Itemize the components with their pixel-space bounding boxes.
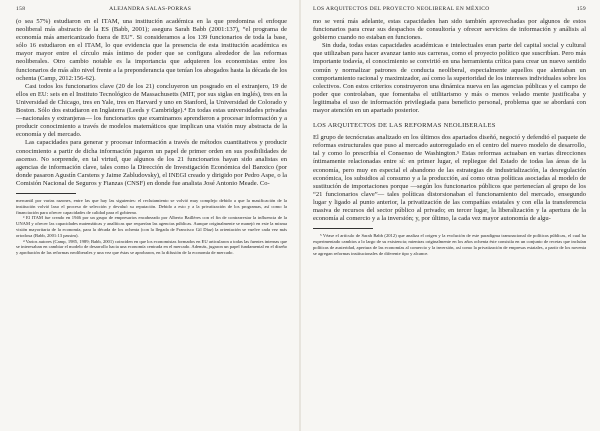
page-number-left: 158 — [16, 6, 26, 12]
paragraph: (o sea 57%) estudiaron en el ITAM, una institución académica en la que predomina el enfoque neoliberal más abstracto de la ES (Babb, 2001); asegura Sarah Babb (2001:137), “el programa de economía más americanizado fuera de EU”. Si consideramos a los 139 funcionarios de toda la base, sólo 16 estudiaron en el ITAM, lo que evidencia que la presencia de esta institución académica es mayor mayor entre el círculo más íntimo de poder que se configura alrededor de las reformas neoliberales. Otro cambio notable es la importancia que adquieren los economistas entre los funcionarios de más alto nivel frente a la preponderancia que tenían los abogados hasta la década de los ochenta (Camp, 2012:156-62). — [16, 18, 287, 82]
left-footnotes — [16, 198, 287, 256]
page-number-right: 159 — [576, 6, 586, 12]
footnote-rule — [313, 228, 373, 229]
running-head-right: LOS ARQUITECTOS DEL PROYECTO NEOLIBERAL EN MÉXICO — [313, 6, 490, 12]
left-body — [16, 18, 287, 188]
paragraph: mo se verá más adelante, estas capacidades han sido también aprovechadas por algunos de estos funcionarios para crear sus despachos de consultoría y ofrecer servicios de información y análisis al gobierno cuando no estaban en funciones. — [313, 18, 586, 42]
right-page — [301, 0, 600, 431]
paragraph: Las capacidades para generar y procesar información a través de métodos cuantitativos y producir conocimiento a partir de dicha información jugaron un papel de primer orden en sus posibilidades de ascenso. No sorprende, en tal virtud, que algunos de los 21 funcionarios hayan sido analistas en agencias de información clave, tales como la Dirección de Investigación Económica del Banxico (por donde pasaron Agustín Carstens y Jaime Zabludovsky), el INEGI creado y dirigido por Pedro Aspe, o la Comisión Nacional de Seguros y Fianzas (CNSF) en donde fue analista José Antonio Meade. Co- — [16, 139, 287, 187]
footnote: ⁵ Véase el artículo de Sarah Babb (2012) que analiza el origen y la evolución de este paradigma transnacional de políticas públicas, el cual ha experimentado cambios a lo largo de su existencia; mientras originalmente en los años ochenta éste consistía en un conjunto de recetas que incluían políticas de austeridad, apertura de las economías al comercio y la inversión, así como la privatización de empresas estatales, a partir de los noventa se agregan reformas institucionales de diferente tipo y alcance. — [313, 233, 586, 256]
footnote: mercantil por varias razones, entre las que hay las siguientes: el reclutamiento se volvió muy complejo debido a que la masificación de la institución volvió laxo el proceso de selección y devaluó su reputación. Debido a esto y a la privatización de los programas, así como la financiación para ofrecer capacidades de calidad para el gobierno. — [16, 197, 287, 215]
paragraph: Sin duda, todas estas capacidades académicas e intelectuales eran parte del capital social y cultural que utilizaban para hacer avanzar tanto sus carreras, como el proyecto político que suscribían. Pero más importante todavía, el conocimiento se convirtió en una herramienta crítica para crear un nuevo sentido común y normalizar patrones de conducta neoliberal, especialmente aquellos que alentaban un comportamiento racional y maximizador, así como la superioridad de los intereses individuales sobre los colectivos. Con estos criterios construyeron una dinámica nueva en las agencias públicas y el campo de poder que controlaban, que fomentaba el utilitarismo y más o menos velado mente justificaba y legitimaba el uso de información privilegiada para beneficio personal, problema que se abordará con mayor atención en un apartado posterior. — [313, 42, 586, 115]
paragraph: Casi todos los funcionarios clave (20 de los 21) concluyeron un posgrado en el extranjero, 19 de ellos en EU: seis en el Instituto Tecnológico de Massachusetts (MIT, por sus siglas en inglés), tres en la Universidad de Chicago, tres en Yale, tres en Harvard y uno en Stanford, la Universidad de Colorado y Boston. Sólo dos estudiaron en Inglaterra (Leeds y Cambridge).⁴ En todas estas universidades privadas —nacionales y extranjeras— los funcionarios que examinamos aprendieron a procesar información y a producir conocimiento a través de modelos matemáticos que implican una visión muy abstracta de la economía y del mercado. — [16, 82, 287, 139]
right-footnotes — [313, 233, 586, 256]
section-title: LOS ARQUITECTOS DE LAS REFORMAS NEOLIBERALES — [313, 122, 496, 130]
paragraph: El grupo de tecnócratas analizado en los últimos dos apartados diseñó, negoció y defendió el paquete de reformas estructurales que puso al mercado autorregulado en el centro del nuevo modelo de desarrollo, tal y como lo prescribía el Consenso de Washington.⁵ Estas reformas actuaban en varias direcciones íntimamente relacionadas entre sí: en primer lugar, el repliegue del Estado de todas las áreas de la economía, pero muy en especial el abandono de las estrategias de industrialización, la desregulación económica, los subsidios al consumo y a la producción, así como otras políticas asociadas al modelo de sustitución de importaciones porque —según los funcionarios públicos que pertenecían al grupo de los “21 funcionarios clave”— tales políticas distorsionaban el funcionamiento del mercado, ensegundo lugar y ligado al punto anterior, la privatización de las compañías estatales y con ella la transferencia masiva de recursos del sector público al privado; en tercer lugar, la liberalización y la apertura de la economía al comercio y a la inversión; y, por último, la cada vez mayor autonomía de algu- — [313, 134, 586, 223]
footnote: ⁴ Varios autores (Camp, 1985, 1989; Babb, 2001) coinciden en que los economistas formados en EU articularon a todas las fuentes internas que se interesaban en cambiar el modelo de desarrollo hacia una economía centrada en el mercado. Además, jugaron un papel fundamental en el diseño y aprobación de las reformas neoliberales y una vez que éstas se aprobaron, en la difusión de la economía de mercado. — [16, 238, 287, 256]
left-page — [0, 0, 299, 431]
footnote-rule — [16, 193, 76, 194]
footnote: ³ El ITAM fue creado en 1946 por un grupo de empresarios encabezado por Alberto Baillères con el fin de contrarrestar la influencia de la UNAM y ofrecer las capacidades matemáticas y analíticas que requerían las agencias públicas. Aunque originalmente se manejó en este la misma visión mayoritaria de la economía, para la década de los ochenta (con la llegada de Francisco Gil Díaz) la orientación se vuelve cada vez más ortodoxa (Babb, 2001:13 passim). — [16, 215, 287, 238]
running-header-left — [16, 6, 287, 12]
running-head-left: ALEJANDRA SALAS-PORRAS — [109, 6, 192, 12]
right-section-body — [313, 134, 586, 223]
running-header-right — [313, 6, 586, 12]
right-body — [313, 18, 586, 115]
